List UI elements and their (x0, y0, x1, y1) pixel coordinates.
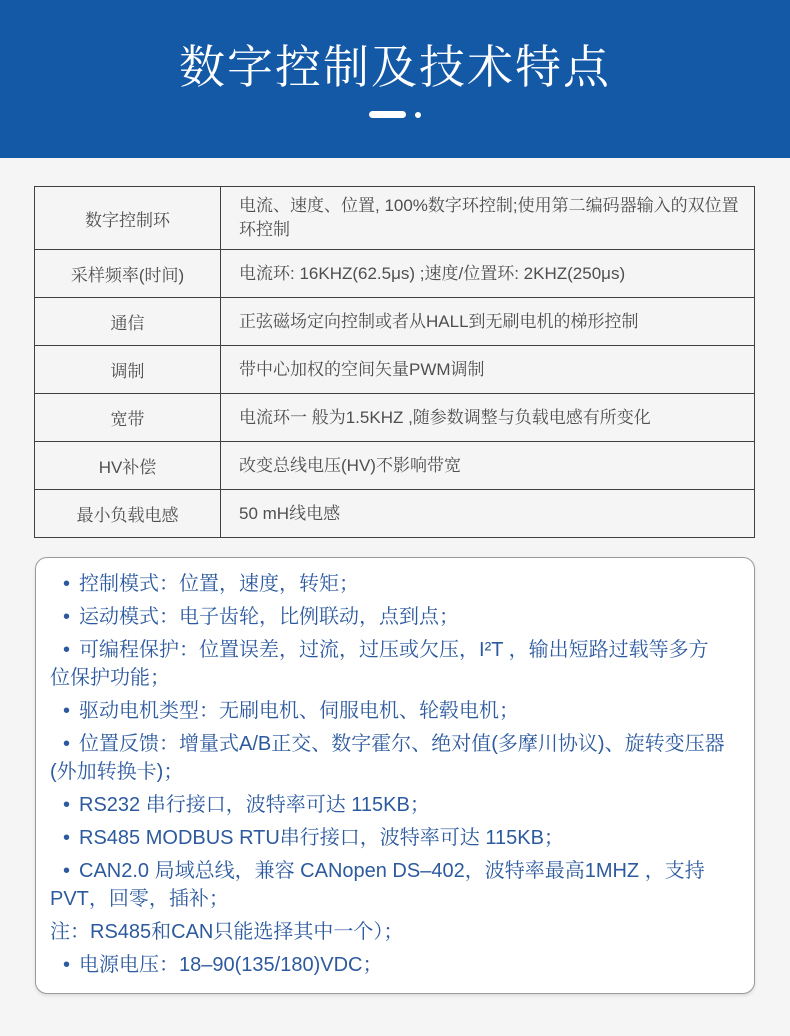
bullet-icon: • (63, 606, 71, 628)
spec-value-cell: 电流环一 般为1.5KHZ ,随参数调整与负载电感有所变化 (221, 394, 755, 442)
feature-text: 注：RS485和CAN只能选择其中一个）； (50, 921, 404, 943)
spec-row (35, 187, 755, 250)
spec-label-cell: 调制 (35, 346, 221, 394)
dash-ornament (369, 111, 406, 118)
feature-text: CAN2.0 局域总线，兼容 CANopen DS–402，波特率最高1MHZ ，支持PVT，回零，插补； (50, 860, 705, 910)
bullet-icon: • (63, 794, 71, 816)
feature-text: 控制模式：位置，速度，转矩； (79, 573, 360, 595)
feature-text: 可编程保护：位置误差，过流，过压或欠压，I²T ，输出短路过载等多方位保护功能； (50, 639, 709, 689)
page-title: 数字控制及技术特点 (179, 41, 611, 93)
spec-row (35, 442, 755, 490)
spec-label-cell: 最小负载电感 (35, 490, 221, 538)
spec-row (35, 346, 755, 394)
feature-item (50, 951, 728, 979)
dot-ornament (415, 112, 421, 118)
header-banner (0, 0, 790, 158)
bullet-icon: • (63, 573, 71, 595)
spec-table (34, 186, 755, 538)
spec-value-cell: 正弦磁场定向控制或者从HALL到无刷电机的梯形控制 (221, 298, 755, 346)
spec-row (35, 250, 755, 298)
feature-text: 位置反馈：增量式A/B正交、数字霍尔、绝对值(多摩川协议)、旋转变压器(外加转换卡)； (50, 733, 725, 783)
feature-item (50, 857, 728, 913)
feature-text: 运动模式：电子齿轮，比例联动，点到点； (79, 606, 460, 628)
bullet-icon: • (63, 733, 71, 755)
feature-text: 驱动电机类型：无刷电机、伺服电机、轮毂电机； (79, 700, 520, 722)
feature-text: 电源电压：18–90(135/180)VDC； (79, 954, 383, 976)
spec-value-cell: 电流环: 16KHZ(62.5μs) ;速度/位置环: 2KHZ(250μs) (221, 250, 755, 298)
spec-row (35, 298, 755, 346)
feature-item (50, 636, 728, 692)
feature-item (50, 697, 728, 725)
bullet-icon: • (63, 639, 71, 661)
features-panel (35, 557, 755, 994)
spec-label-cell: HV补偿 (35, 442, 221, 490)
spec-row (35, 490, 755, 538)
feature-item (50, 824, 728, 852)
spec-row (35, 394, 755, 442)
feature-text: RS232 串行接口，波特率可达 115KB； (79, 794, 430, 816)
feature-item (50, 570, 728, 598)
spec-label-cell: 数字控制环 (35, 187, 221, 250)
spec-label-cell: 采样频率(时间) (35, 250, 221, 298)
feature-text: RS485 MODBUS RTU串行接口，波特率可达 115KB； (79, 827, 564, 849)
title-underline-ornament (369, 111, 421, 118)
spec-value-cell: 50 mH线电感 (221, 490, 755, 538)
bullet-icon: • (63, 827, 71, 849)
spec-label-cell: 宽带 (35, 394, 221, 442)
spec-value-cell: 带中心加权的空间矢量PWM调制 (221, 346, 755, 394)
spec-label-cell: 通信 (35, 298, 221, 346)
bullet-icon: • (63, 954, 71, 976)
spec-value-cell: 改变总线电压(HV)不影响带宽 (221, 442, 755, 490)
feature-item (50, 918, 728, 946)
bullet-icon: • (63, 700, 71, 722)
bullet-icon: • (63, 860, 71, 882)
spec-value-cell: 电流、速度、位置, 100%数字环控制;使用第二编码器输入的双位置环控制 (221, 187, 755, 250)
feature-item (50, 603, 728, 631)
feature-item (50, 730, 728, 786)
feature-item (50, 791, 728, 819)
